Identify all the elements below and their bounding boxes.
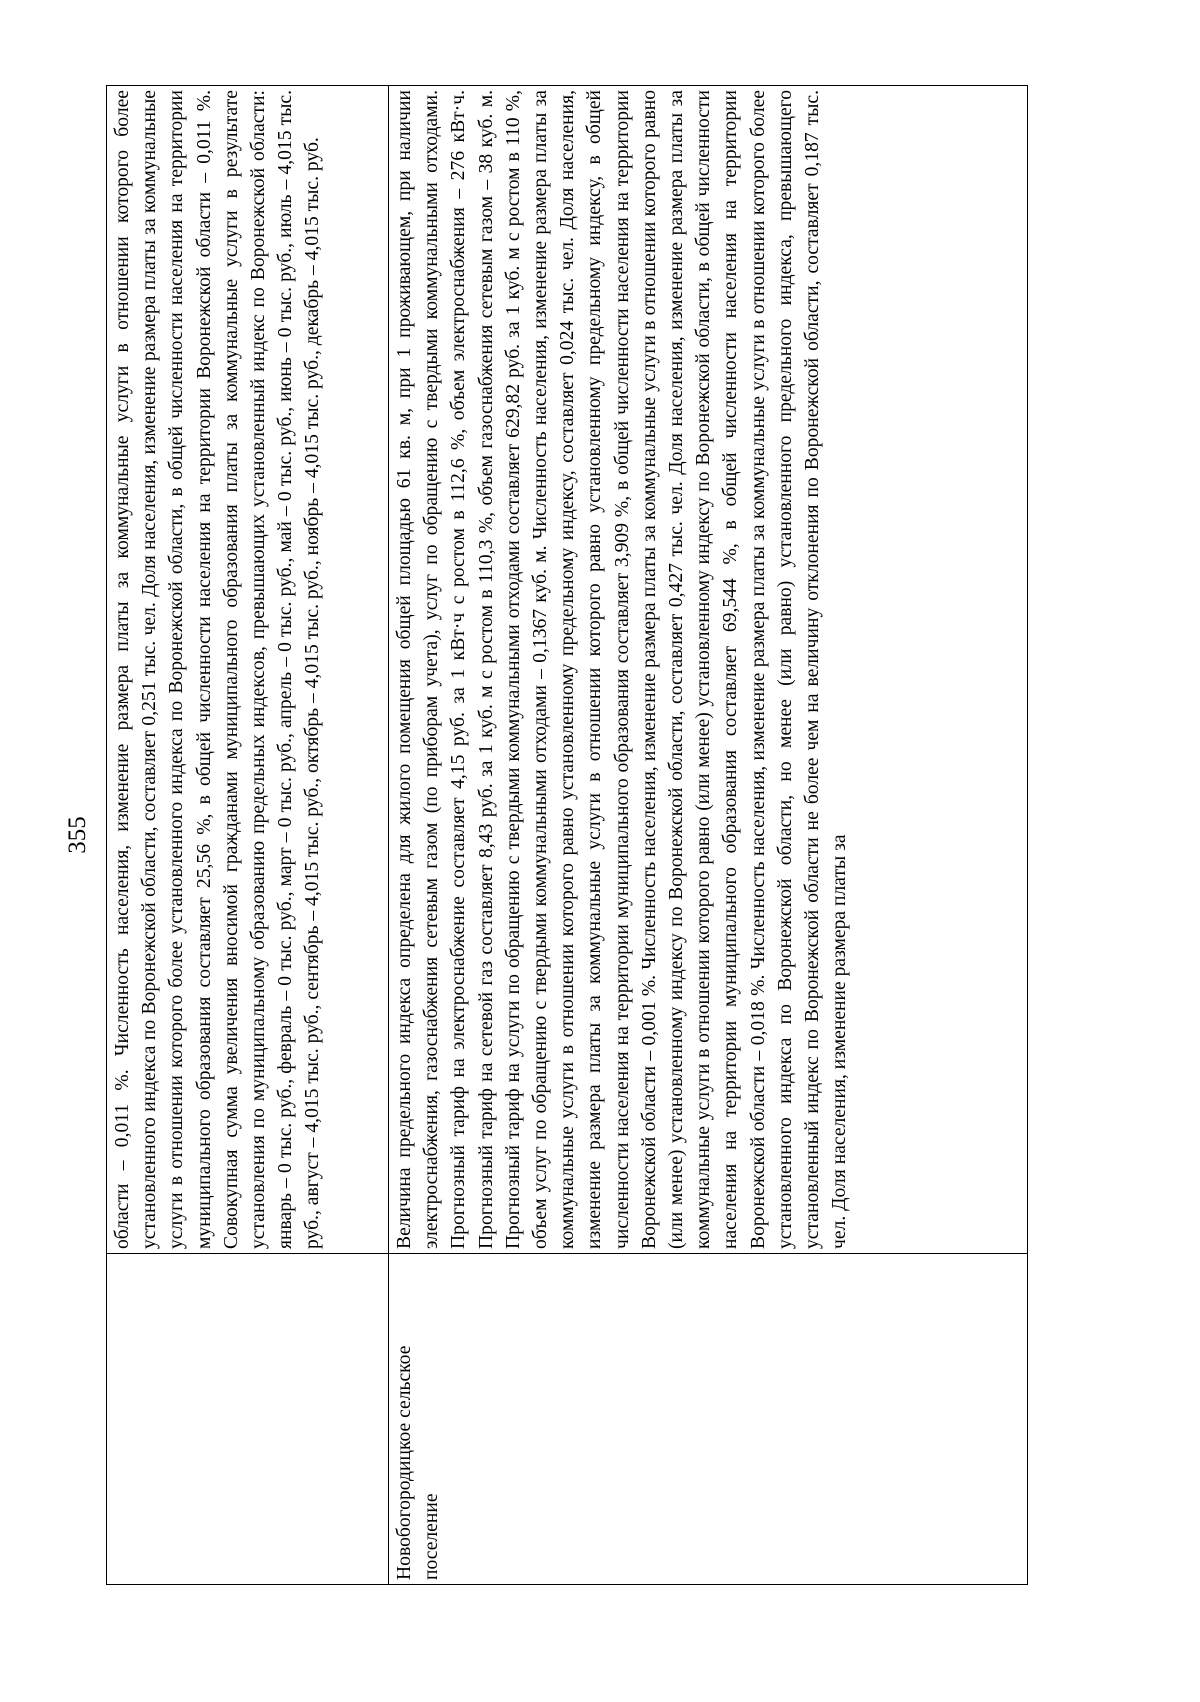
description-cell: области – 0,011 %. Численность населения, изменение размера платы за коммунальные услуги в отношении которого более установленного индекса по Воронежской области, составляет 0,251 тыс. чел. Доля населения, изменение размера платы за коммунальные услуги в отношении которого более установленного индекса по Воронежской области, в общей численности населения на территории муниципального образования составляет 25,56 %, в общей численности населения на территории Воронежской области – 0,011 %. Совокупная сумма увеличения вносимой гражданами муниципального образования платы за коммунальные услуги в результате установления по муниципальному образованию предельных индексов, превышающих установленный индекс по Воронежской области: январь – 0 тыс. руб., февраль – 0 тыс. руб., март – 0 тыс. руб., апрель – 0 тыс. руб., май – 0 тыс. руб., июнь – 0 тыс. руб., июль – 4,015 тыс. руб., август – 4,015 тыс. руб., сентябрь – 4,015 тыс. руб., октябрь – 4,015 тыс. руб., ноябрь – 4,015 тыс. руб., декабрь – 4,015 тыс. руб. [107, 86, 389, 1254]
municipality-name-cell [107, 1254, 389, 1585]
description-cell: Величина предельного индекса определена для жилого помещения общей площадью 61 кв. м, при 1 проживающем, при наличии электроснабжения, газоснабжения сетевым газом (по приборам учета), услуг по обращению с твердыми коммунальными отходами. Прогнозный тариф на электроснабжение составляет 4,15 руб. за 1 кВт·ч с ростом в 112,6 %, объем электроснабжения – 276 кВт·ч. Прогнозный тариф на сетевой газ составляет 8,43 руб. за 1 куб. м с ростом в 110,3 %, объем газоснабжения сетевым газом – 38 куб. м. Прогнозный тариф на услуги по обращению с твердыми коммунальными отходами составляет 629,82 руб. за 1 куб. м с ростом в 110 %, объем услуг по обращению с твердыми коммунальными отходами – 0,1367 куб. м. Численность населения, изменение размера платы за коммунальные услуги в отношении которого равно установленному предельному индексу, составляет 0,024 тыс. чел. Доля населения, изменение размера платы за коммунальные услуги в отношении которого равно установленному предельному индексу, в общей численности населения на территории муниципального образования составляет 3,909 %, в общей численности населения на территории Воронежской области – 0,001 %. Численность населения, изменение размера платы за коммунальные услуги в отношении которого равно (или менее) установленному индексу по Воронежской области, составляет 0,427 тыс. чел. Доля населения, изменение размера платы за коммунальные услуги в отношении которого равно (или менее) установленному индексу по Воронежской области, в общей численности населения на территории муниципального образования составляет 69,544 %, в общей численности населения на территории Воронежской области – 0,018 %. Численность населения, изменение размера платы за коммунальные услуги в отношении которого более установленного индекса по Воронежской области, но менее (или равно) установленного предельного индекса, превышающего установленный индекс по Воронежской области не более чем на величину отклонения по Воронежской области, составляет 0,187 тыс. чел. Доля населения, изменение размера платы за [389, 86, 1028, 1254]
table-row [389, 86, 1028, 1585]
page-number: 355 [64, 816, 91, 854]
municipality-name-cell: Новобогородицкое сельское поселение [389, 1254, 1028, 1585]
table-row [107, 86, 389, 1585]
data-table [106, 85, 1028, 1585]
rotated-page [58, 85, 1068, 1585]
